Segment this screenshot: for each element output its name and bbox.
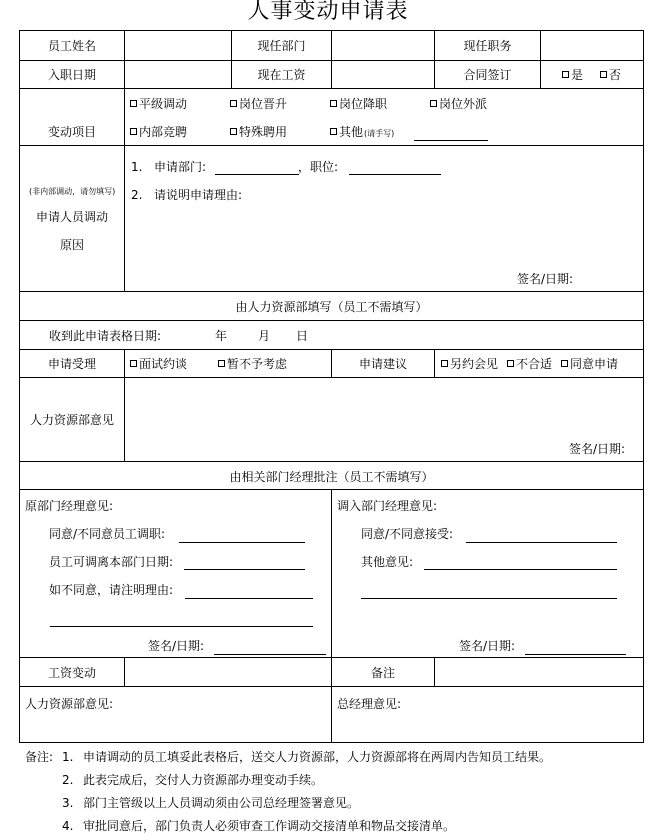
new-sign-date-label: 签名/日期:: [459, 639, 516, 653]
note-3-text: 部门主管级以上人员调动须由公司总经理签署意见。: [83, 796, 360, 810]
remark-label: 备注: [370, 666, 395, 680]
orig-leave-date-label: 员工可调离本部门日期:: [49, 555, 174, 569]
checkbox-icon[interactable]: [230, 128, 237, 135]
checkbox-icon[interactable]: [330, 128, 337, 135]
checkbox-icon[interactable]: [430, 100, 437, 107]
note-2-text: 此表完成后，交付人力资源部办理变动手续。: [83, 773, 324, 787]
checkbox-icon[interactable]: [561, 360, 568, 367]
option-demotion[interactable]: 岗位降职: [330, 97, 387, 111]
checkbox-icon[interactable]: [507, 360, 514, 367]
checkbox-icon[interactable]: [330, 100, 337, 107]
checkbox-icon[interactable]: [130, 100, 137, 107]
reason-item1-number: 1.: [131, 160, 143, 174]
new-manager-opinion-title: 调入部门经理意见:: [337, 499, 438, 513]
application-accept-label: 申请受理: [47, 357, 96, 371]
hr-section-header: 由人力资源部填写（员工不需填写）: [235, 300, 428, 314]
checkbox-icon[interactable]: [218, 360, 225, 367]
current-position-label: 现任职务: [463, 39, 512, 53]
orig-agree-transfer-label: 同意/不同意员工调职:: [49, 527, 166, 541]
checkbox-icon[interactable]: [230, 100, 237, 107]
hr-opinion-label: 人力资源部意见: [29, 413, 114, 427]
apply-position-label: ，职位:: [298, 160, 339, 174]
option-approve[interactable]: 同意申请: [561, 357, 618, 371]
hire-date-label: 入职日期: [47, 68, 96, 82]
option-reschedule[interactable]: 另约会见: [441, 357, 498, 371]
option-special-hire[interactable]: 特殊聘用: [230, 125, 287, 139]
checkbox-icon[interactable]: [600, 71, 607, 78]
option-secondment[interactable]: 岗位外派: [430, 97, 487, 111]
hr-final-opinion-label: 人力资源部意见:: [25, 697, 114, 711]
option-other[interactable]: 其他: [330, 125, 363, 139]
current-salary-label: 现在工资: [257, 68, 306, 82]
new-other-opinion-label: 其他意见:: [361, 555, 414, 569]
checkbox-icon[interactable]: [562, 71, 569, 78]
reason-explain-label: 请说明申请理由:: [154, 188, 243, 202]
note-1-text: 申请调动的员工填妥此表格后，送交人力资源部，人力资源部将在两周内告知员工结果。: [83, 750, 552, 764]
orig-sign-date-label: 签名/日期:: [148, 639, 205, 653]
note-2-number: 2.: [62, 773, 74, 787]
option-unsuitable[interactable]: 不合适: [507, 357, 552, 371]
note-4-text: 审批同意后，部门负责人必须审查工作调动交接清单和物品交接清单。: [83, 819, 456, 833]
reason-label-line1: 申请人员调动: [35, 210, 108, 224]
form-title: 人事变动申请表: [247, 0, 409, 24]
change-items-label: 变动项目: [47, 125, 96, 139]
received-month-label: 月: [258, 329, 271, 343]
option-not-considered[interactable]: 暂不予考虑: [218, 357, 287, 371]
contract-yes-option[interactable]: 是: [562, 68, 583, 82]
received-day-label: 日: [296, 329, 309, 343]
checkbox-icon[interactable]: [130, 360, 137, 367]
received-date-label: 收到此申请表格日期:: [49, 329, 162, 343]
apply-dept-label: 申请部门:: [154, 160, 207, 174]
note-4-number: 4.: [62, 819, 74, 833]
manager-section-header: 由相关部门经理批注（员工不需填写）: [229, 470, 434, 484]
gm-opinion-label: 总经理意见:: [337, 697, 402, 711]
current-dept-label: 现任部门: [257, 39, 306, 53]
reason-item2-number: 2.: [131, 188, 143, 202]
notes-prefix: 备注:: [25, 750, 54, 764]
checkbox-icon[interactable]: [441, 360, 448, 367]
other-handwrite-note: (请手写): [364, 129, 395, 138]
salary-change-label: 工资变动: [47, 666, 96, 680]
option-promotion[interactable]: 岗位晋升: [230, 97, 287, 111]
application-suggestion-label: 申请建议: [358, 357, 407, 371]
contract-no-option[interactable]: 否: [600, 68, 621, 82]
note-1-number: 1.: [62, 750, 74, 764]
option-lateral-transfer[interactable]: 平级调动: [130, 97, 187, 111]
reason-label-line2: 原因: [59, 238, 84, 252]
option-interview[interactable]: 面试约谈: [130, 357, 187, 371]
option-internal-competition[interactable]: 内部竞聘: [130, 125, 187, 139]
orig-disagree-reason-label: 如不同意，请注明理由:: [49, 583, 174, 597]
received-year-label: 年: [215, 329, 228, 343]
orig-manager-opinion-title: 原部门经理意见:: [25, 499, 114, 513]
hr-sign-date-label: 签名/日期:: [569, 442, 626, 456]
new-agree-accept-label: 同意/不同意接受:: [361, 527, 454, 541]
reason-note: (非内部调动，请勿填写): [29, 187, 116, 196]
checkbox-icon[interactable]: [130, 128, 137, 135]
reason-sign-date-label: 签名/日期:: [517, 272, 574, 286]
employee-name-label: 员工姓名: [47, 39, 96, 53]
contract-signed-label: 合同签订: [463, 68, 512, 82]
note-3-number: 3.: [62, 796, 74, 810]
